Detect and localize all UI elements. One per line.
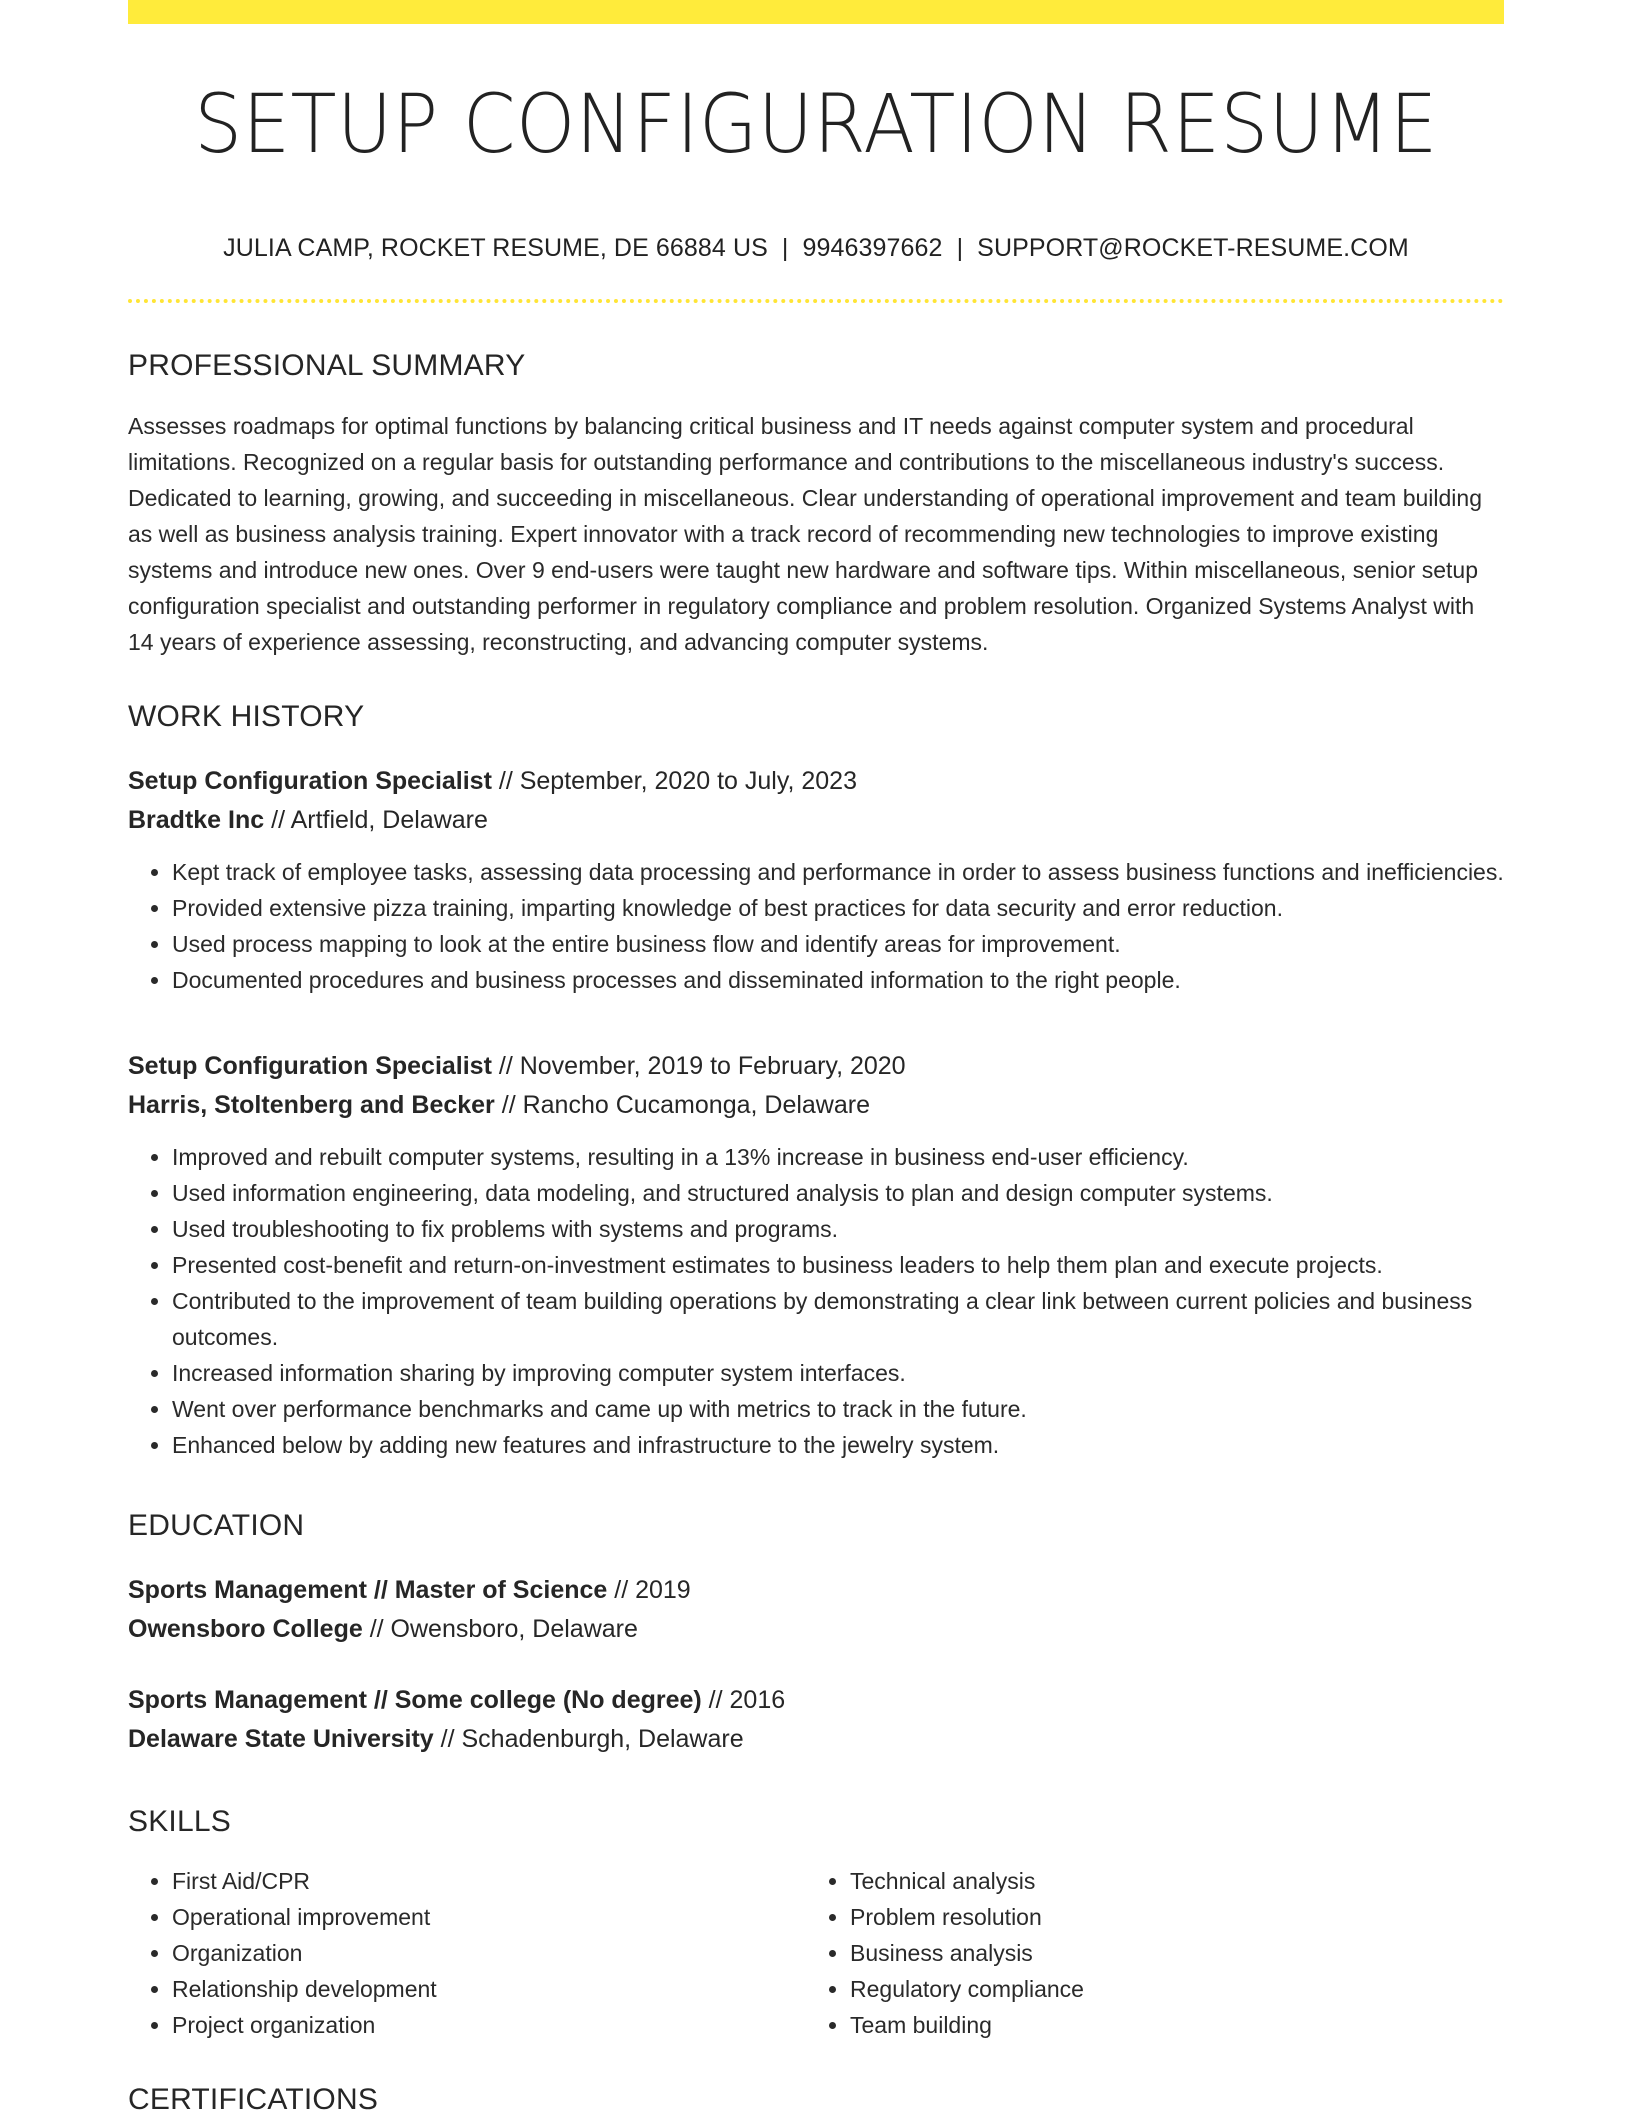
contact-email[interactable]: SUPPORT@ROCKET-RESUME.COM — [977, 234, 1409, 262]
section-heading-work-history: WORK HISTORY — [128, 700, 365, 733]
resume-page — [128, 0, 1504, 2112]
job-company: Harris, Stoltenberg and Becker — [128, 1091, 495, 1119]
list-item: • Used information engineering, data modeling, and structured analysis to plan and design computer systems. — [172, 1175, 1504, 1211]
education-degree: Sports Management // Some college (No degree) — [128, 1686, 702, 1714]
education-school: Delaware State University — [128, 1725, 434, 1753]
job-bullets — [128, 854, 1504, 998]
job-dates: // November, 2019 to February, 2020 — [491, 1052, 906, 1080]
contact-address: JULIA CAMP, ROCKET RESUME, DE 66884 US — [223, 234, 768, 262]
list-item: • Improved and rebuilt computer systems, resulting in a 13% increase in business end-user efficiency. — [172, 1139, 1504, 1175]
list-item: • Documented procedures and business processes and disseminated information to the right people. — [172, 962, 1504, 998]
job-company: Bradtke Inc — [128, 806, 265, 834]
list-item: • Increased information sharing by improving computer system interfaces. — [172, 1355, 1504, 1391]
job-dates: // September, 2020 to July, 2023 — [491, 767, 857, 795]
list-item: • Contributed to the improvement of team building operations by demonstrating a clear link between current policies and business outcomes. — [172, 1283, 1504, 1355]
education-entry — [128, 1681, 1504, 1759]
skill-item: • Business analysis — [850, 1935, 1484, 1971]
list-item: • Kept track of employee tasks, assessing data processing and performance in order to assess business functions and inefficiencies. — [172, 854, 1504, 890]
job-title: Setup Configuration Specialist — [128, 767, 492, 795]
skill-item: • Team building — [850, 2007, 1484, 2043]
skill-item: • Organization — [172, 1935, 806, 1971]
skills-list-left — [128, 1863, 806, 2043]
job-company-line — [128, 1086, 1504, 1125]
contact-separator: | — [956, 234, 964, 262]
list-item: • Enhanced below by adding new features and infrastructure to the jewelry system. — [172, 1427, 1504, 1463]
skill-item: • Project organization — [172, 2007, 806, 2043]
education-degree-line — [128, 1571, 1504, 1610]
list-item: • Used process mapping to look at the entire business flow and identify areas for improvement. — [172, 926, 1504, 962]
skills-list-right — [806, 1863, 1484, 2043]
section-heading-education: EDUCATION — [128, 1509, 305, 1542]
skills-columns — [128, 1863, 1504, 2043]
job-title-line — [128, 1047, 1504, 1086]
job-location: // Artfield, Delaware — [264, 806, 488, 834]
education-location: // Schadenburgh, Delaware — [433, 1725, 744, 1753]
list-item: • Provided extensive pizza training, imparting knowledge of best practices for data security and error reduction. — [172, 890, 1504, 926]
list-item: • Used troubleshooting to fix problems with systems and programs. — [172, 1211, 1504, 1247]
skill-item: • Regulatory compliance — [850, 1971, 1484, 2007]
job-entry — [128, 762, 1504, 998]
education-school: Owensboro College — [128, 1615, 363, 1643]
education-location: // Owensboro, Delaware — [362, 1615, 638, 1643]
job-title: Setup Configuration Specialist — [128, 1052, 492, 1080]
education-school-line — [128, 1610, 1504, 1649]
summary-text: Assesses roadmaps for optimal functions by balancing critical business and IT needs against computer system and procedural limitations. Recognized on a regular basis for outstanding performance and contributions to the miscellaneous industry's success. Dedicated to learning, growing, and succeeding in miscellaneous. Clear understanding of operational improvement and team building as well as business analysis training. Expert innovator with a track record of recommending new technologies to improve existing systems and introduce new ones. Over 9 end-users were taught new hardware and software tips. Within miscellaneous, senior setup configuration specialist and outstanding performer in regulatory compliance and problem resolution. Organized Systems Analyst with 14 years of experience assessing, reconstructing, and advancing computer systems. — [128, 413, 1482, 655]
job-company-line — [128, 801, 1504, 840]
skill-item: • Relationship development — [172, 1971, 806, 2007]
education-year: // 2016 — [701, 1686, 786, 1714]
skill-item: • Technical analysis — [850, 1863, 1484, 1899]
skill-item: • Problem resolution — [850, 1899, 1484, 1935]
education-school-line — [128, 1720, 1504, 1759]
contact-phone: 9946397662 — [802, 234, 943, 262]
job-entry — [128, 1047, 1504, 1463]
skill-item: • Operational improvement — [172, 1899, 806, 1935]
section-heading-certifications: CERTIFICATIONS — [128, 2083, 379, 2112]
education-degree: Sports Management // Master of Science — [128, 1576, 608, 1604]
job-title-line — [128, 762, 1504, 801]
dotted-divider — [128, 299, 1504, 303]
resume-title: SETUP CONFIGURATION RESUME — [194, 78, 1438, 172]
list-item: • Went over performance benchmarks and came up with metrics to track in the future. — [172, 1391, 1504, 1427]
contact-line — [128, 236, 1504, 261]
education-degree-line — [128, 1681, 1504, 1720]
section-heading-summary: PROFESSIONAL SUMMARY — [128, 349, 526, 382]
job-location: // Rancho Cucamonga, Delaware — [494, 1091, 870, 1119]
job-bullets — [128, 1139, 1504, 1463]
skill-item: • First Aid/CPR — [172, 1863, 806, 1899]
accent-top-bar — [128, 0, 1504, 24]
education-year: // 2019 — [607, 1576, 691, 1604]
education-entry — [128, 1571, 1504, 1649]
list-item: • Presented cost-benefit and return-on-investment estimates to business leaders to help them plan and execute projects. — [172, 1247, 1504, 1283]
contact-separator: | — [781, 234, 789, 262]
section-heading-skills: SKILLS — [128, 1805, 231, 1838]
